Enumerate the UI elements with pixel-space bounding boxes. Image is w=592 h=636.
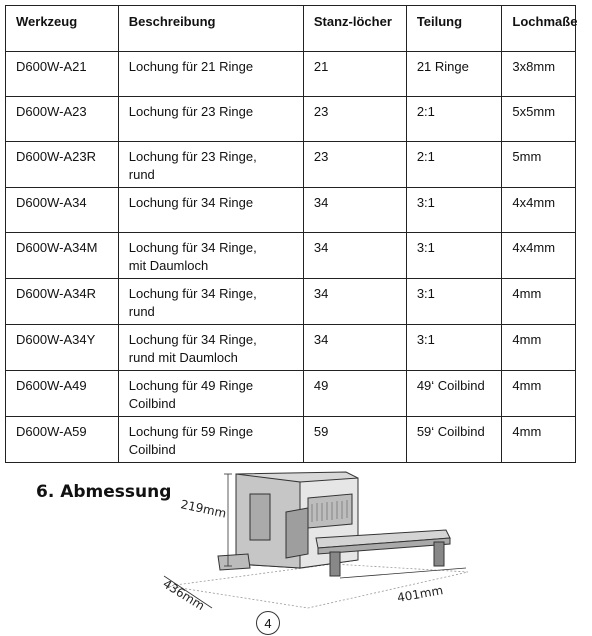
cell-werkzeug: D600W-A49	[6, 371, 119, 417]
table-body	[6, 52, 576, 463]
cell-lochmasse: 4mm	[502, 371, 576, 417]
header-stanzloecher: Stanz-löcher	[303, 6, 406, 52]
table-row	[6, 371, 576, 417]
cell-werkzeug: D600W-A34R	[6, 279, 119, 325]
cell-teilung: 3:1	[406, 279, 502, 325]
cell-teilung: 2:1	[406, 142, 502, 188]
tool-table	[5, 5, 576, 463]
cell-lochmasse: 4x4mm	[502, 233, 576, 279]
section-title: 6. Abmessung	[36, 482, 172, 502]
description-line: Lochung für 59 Ringe	[128, 424, 254, 439]
cell-beschreibung	[118, 325, 303, 371]
description-line: Lochung für 34 Ringe,	[128, 332, 257, 347]
cell-werkzeug: D600W-A23R	[6, 142, 119, 188]
cell-lochmasse: 4mm	[502, 279, 576, 325]
depth-dimension-label: 436mm	[160, 576, 208, 614]
foot-pedal	[218, 554, 250, 570]
height-dimension-label: 219mm	[179, 497, 228, 521]
cell-stanzloecher: 34	[303, 188, 406, 233]
cell-stanzloecher: 49	[303, 371, 406, 417]
cell-lochmasse: 3x8mm	[502, 52, 576, 97]
cell-beschreibung	[118, 142, 303, 188]
cell-teilung: 49‘ Coilbind	[406, 371, 502, 417]
description-line: Lochung für 49 Ringe	[128, 378, 254, 393]
table-row	[6, 417, 576, 463]
cell-werkzeug: D600W-A23	[6, 97, 119, 142]
table-row	[6, 52, 576, 97]
machine-shelf	[316, 530, 450, 576]
cell-lochmasse: 4x4mm	[502, 188, 576, 233]
header-werkzeug: Werkzeug	[6, 6, 119, 52]
cell-beschreibung	[118, 279, 303, 325]
cell-stanzloecher: 59	[303, 417, 406, 463]
table-row	[6, 142, 576, 188]
description-line: Lochung für 34 Ringe	[128, 195, 254, 210]
cell-stanzloecher: 23	[303, 97, 406, 142]
description-line: Lochung für 34 Ringe,	[128, 240, 257, 255]
description-line: Lochung für 23 Ringe	[128, 104, 254, 119]
table-row	[6, 233, 576, 279]
description-line: mit Daumloch	[128, 258, 209, 273]
page-number: 4	[256, 611, 280, 635]
cell-werkzeug: D600W-A21	[6, 52, 119, 97]
cell-beschreibung	[118, 188, 303, 233]
width-dimension-label: 401mm	[396, 583, 445, 605]
description-line: rund	[128, 167, 155, 182]
cell-stanzloecher: 34	[303, 279, 406, 325]
cell-lochmasse: 4mm	[502, 325, 576, 371]
cell-beschreibung	[118, 52, 303, 97]
table-row	[6, 97, 576, 142]
header-lochmasse: Lochmaße	[502, 6, 576, 52]
description-line: rund mit Daumloch	[128, 350, 238, 365]
description-line: Lochung für 23 Ringe,	[128, 149, 257, 164]
cell-stanzloecher: 34	[303, 325, 406, 371]
cell-teilung: 3:1	[406, 233, 502, 279]
cell-werkzeug: D600W-A34M	[6, 233, 119, 279]
binding-machine-drawing	[158, 468, 478, 624]
description-line: rund	[128, 304, 155, 319]
cell-stanzloecher: 23	[303, 142, 406, 188]
header-teilung: Teilung	[406, 6, 502, 52]
cell-stanzloecher: 34	[303, 233, 406, 279]
header-beschreibung: Beschreibung	[118, 6, 303, 52]
cell-lochmasse: 5x5mm	[502, 97, 576, 142]
cell-werkzeug: D600W-A34	[6, 188, 119, 233]
cell-teilung: 3:1	[406, 325, 502, 371]
table-row	[6, 279, 576, 325]
description-line: Lochung für 34 Ringe,	[128, 286, 257, 301]
cell-beschreibung	[118, 371, 303, 417]
description-line: Coilbind	[128, 396, 176, 411]
cell-beschreibung	[118, 97, 303, 142]
cell-werkzeug: D600W-A59	[6, 417, 119, 463]
table-row	[6, 188, 576, 233]
cell-beschreibung	[118, 417, 303, 463]
cell-lochmasse: 5mm	[502, 142, 576, 188]
table-row	[6, 325, 576, 371]
cell-teilung: 3:1	[406, 188, 502, 233]
cell-werkzeug: D600W-A34Y	[6, 325, 119, 371]
cell-stanzloecher: 21	[303, 52, 406, 97]
description-line: Coilbind	[128, 442, 176, 457]
cell-teilung: 2:1	[406, 97, 502, 142]
cell-lochmasse: 4mm	[502, 417, 576, 463]
description-line: Lochung für 21 Ringe	[128, 59, 254, 74]
cell-teilung: 59‘ Coilbind	[406, 417, 502, 463]
cell-teilung: 21 Ringe	[406, 52, 502, 97]
table-header-row	[6, 6, 576, 52]
cell-beschreibung	[118, 233, 303, 279]
